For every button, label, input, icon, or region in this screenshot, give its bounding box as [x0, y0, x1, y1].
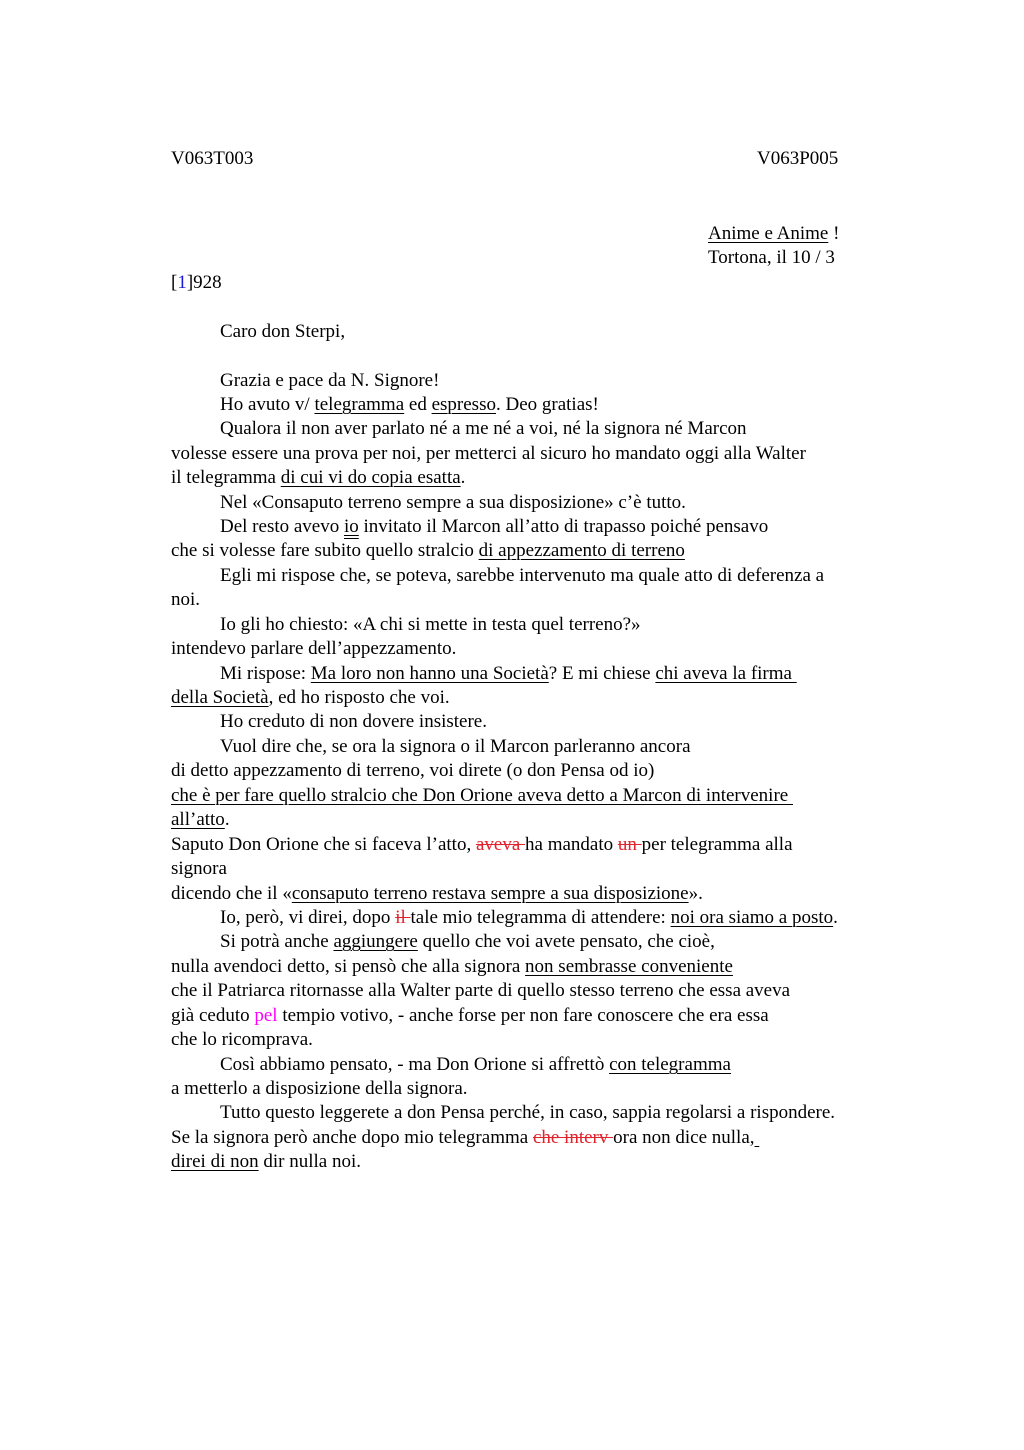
text-line: signora	[171, 858, 227, 879]
text-line: Se la signora però anche dopo mio telegramma che interv ora non dice nulla,	[171, 1127, 755, 1148]
text-line: che è per fare quello stralcio che Don Orione aveva detto a Marcon di intervenire	[171, 785, 793, 806]
footnote-marker: 1	[177, 272, 187, 293]
motto: Anime e Anime	[708, 223, 829, 244]
deleted-text: aveva	[475, 834, 526, 855]
text-line: che lo ricomprava.	[171, 1029, 313, 1050]
page-code-right: V063P005	[757, 148, 839, 169]
text-line: Saputo Don Orione che si faceva l’atto, aveva ha mandato un per telegramma alla	[171, 834, 793, 855]
salutation: Caro don Sterpi,	[220, 321, 346, 342]
text-line: il telegramma di cui vi do copia esatta.	[171, 467, 466, 488]
text-line: Egli mi rispose che, se poteva, sarebbe intervenuto ma quale atto di deferenza a	[220, 565, 825, 586]
text-line: Così abbiamo pensato, - ma Don Orione si affrettò con telegramma	[220, 1054, 731, 1075]
deleted-text: un	[617, 834, 642, 855]
text-line: Io, però, vi direi, dopo il tale mio telegramma di attendere: noi ora siamo a posto.	[220, 907, 838, 928]
text-line: della Società, ed ho risposto che voi.	[171, 687, 450, 708]
text-line: Grazia e pace da N. Signore!	[220, 370, 440, 391]
year-line: [1]928	[171, 272, 222, 293]
text-line: volesse essere una prova per noi, per metterci al sicuro ho mandato oggi alla Walter	[171, 443, 806, 464]
text-line: Ho creduto di non dovere insistere.	[220, 711, 487, 732]
text-line: dicendo che il «consaputo terreno restava sempre a sua disposizione».	[171, 883, 703, 904]
text-line: Vuol dire che, se ora la signora o il Marcon parleranno ancora	[220, 736, 691, 757]
text-line: Si potrà anche aggiungere quello che voi avete pensato, che cioè,	[220, 931, 715, 952]
highlighted-word: pel	[254, 1005, 278, 1026]
text-line: all’atto.	[171, 809, 230, 830]
deleted-text: che interv	[532, 1127, 614, 1148]
text-line: intendevo parlare dell’appezzamento.	[171, 638, 457, 659]
motto-line: Anime e Anime !	[708, 223, 840, 244]
text-line: Mi rispose: Ma loro non hanno una Società? E mi chiese chi aveva la firma	[220, 663, 797, 684]
text-line: già ceduto pel tempio votivo, - anche forse per non fare conoscere che era essa	[171, 1005, 769, 1026]
text-line: Nel «Consaputo terreno sempre a sua disposizione» c’è tutto.	[220, 492, 686, 513]
deleted-text: il	[395, 907, 411, 928]
document-code-left: V063T003	[171, 148, 254, 169]
text-line: nulla avendoci detto, si pensò che alla signora non sembrasse conveniente	[171, 956, 733, 977]
text-line: che si volesse fare subito quello stralcio di appezzamento di terreno	[171, 540, 685, 561]
text-line: che il Patriarca ritornasse alla Walter parte di quello stesso terreno che essa aveva	[171, 980, 791, 1001]
text-line: Io gli ho chiesto: «A chi si mette in testa quel terreno?»	[220, 614, 641, 635]
text-line: direi di non dir nulla noi.	[171, 1151, 361, 1172]
text-line: a metterlo a disposizione della signora.	[171, 1078, 468, 1099]
text-line: di detto appezzamento di terreno, voi direte (o don Pensa od io)	[171, 760, 655, 781]
place-date: Tortona, il 10 / 3	[708, 247, 835, 268]
text-line: Tutto questo leggerete a don Pensa perché, in caso, sappia regolarsi a rispondere.	[220, 1102, 836, 1123]
text-line: Del resto avevo io invitato il Marcon all’atto di trapasso poiché pensavo	[220, 516, 769, 537]
text-line: Ho avuto v/ telegramma ed espresso. Deo gratias!	[220, 394, 599, 415]
text-line: Qualora il non aver parlato né a me né a voi, né la signora né Marcon	[220, 418, 747, 439]
text-line: noi.	[171, 589, 201, 610]
